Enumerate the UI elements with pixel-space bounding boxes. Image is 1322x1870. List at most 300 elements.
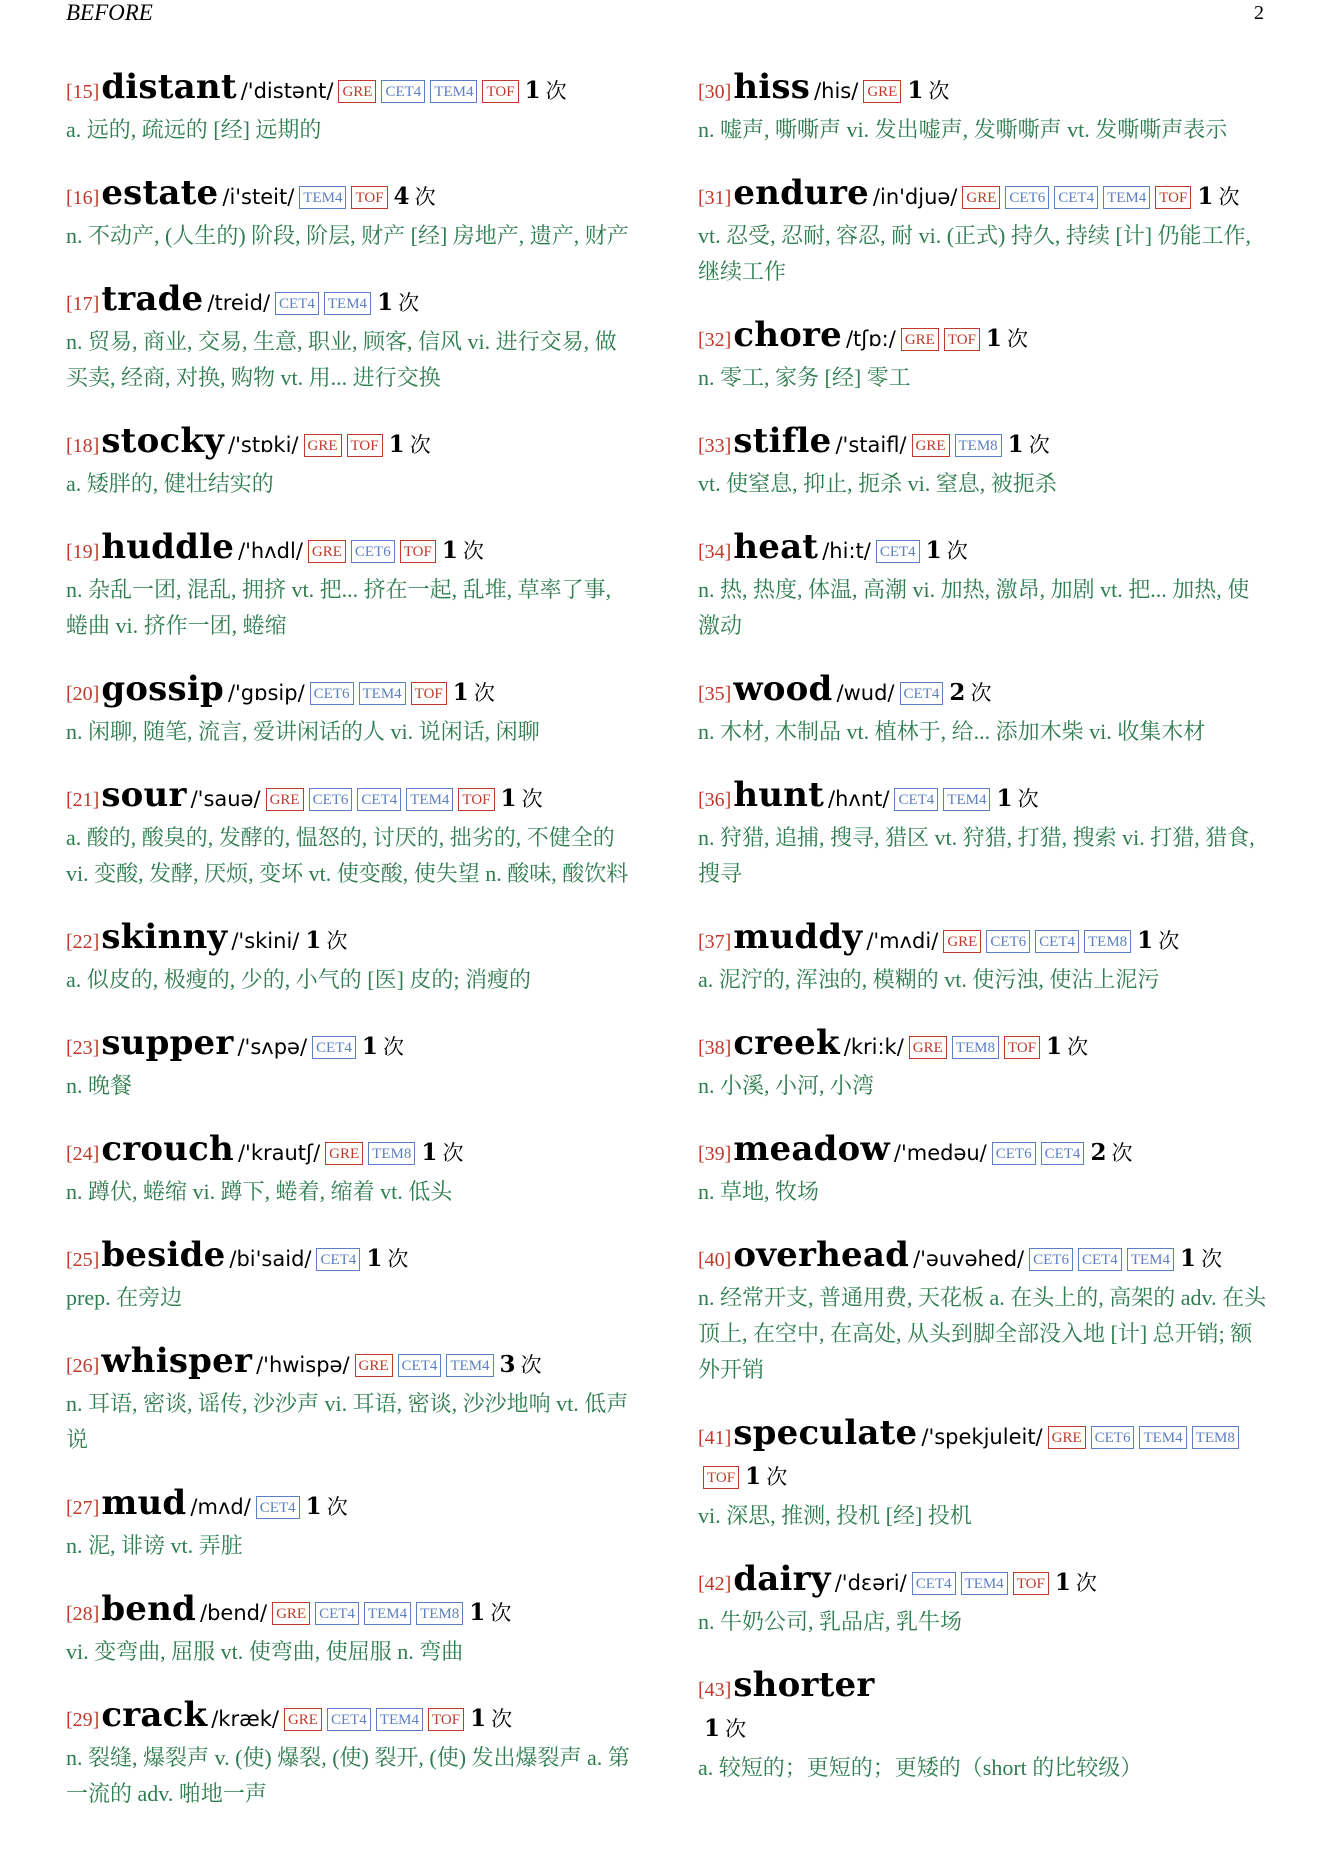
definition-text: prep. 在旁边 xyxy=(66,1285,183,1310)
exam-tag-badge: GRE xyxy=(266,788,304,811)
definition-text: n. 蹲伏, 蜷缩 vi. 蹲下, 蜷着, 缩着 vt. 低头 xyxy=(66,1179,453,1204)
headword: crouch xyxy=(101,1129,234,1169)
occurrence-unit: 次 xyxy=(970,681,992,705)
entry-number: [29] xyxy=(66,1709,100,1731)
headword: creek xyxy=(733,1023,840,1063)
definition-text: n. 闲聊, 随笔, 流言, 爱讲闲话的人 vi. 说闲话, 闲聊 xyxy=(66,719,540,744)
entry-number: [23] xyxy=(66,1037,100,1059)
definition-text: vt. 使窒息, 抑止, 扼杀 vi. 窒息, 被扼杀 xyxy=(698,471,1057,496)
occurrence-count: 1 xyxy=(452,679,469,706)
entry-headline xyxy=(66,670,636,714)
entry-number: [36] xyxy=(698,789,732,811)
exam-tag-badge: TEM4 xyxy=(446,1354,493,1377)
entry-headline xyxy=(66,1590,636,1634)
vocab-entry xyxy=(66,670,636,750)
entry-number: [37] xyxy=(698,931,732,953)
exam-tag-badge: CET4 xyxy=(275,292,319,315)
exam-tag-badge: TEM4 xyxy=(299,186,346,209)
vocab-entry xyxy=(698,1024,1270,1104)
occurrence-count: 1 xyxy=(1197,183,1214,210)
vocab-entry xyxy=(66,918,636,998)
exam-tag-badge: GRE xyxy=(909,1036,947,1059)
occurrence-unit: 次 xyxy=(521,787,543,811)
headword: speculate xyxy=(733,1413,918,1453)
exam-tag-badge: TOF xyxy=(400,540,436,563)
definition-text: a. 似皮的, 极瘦的, 少的, 小气的 [医] 皮的; 消瘦的 xyxy=(66,967,532,992)
definition-text: n. 不动产, (人生的) 阶段, 阶层, 财产 [经] 房地产, 遗产, 财产 xyxy=(66,223,629,248)
exam-tag-badge: TEM8 xyxy=(1084,930,1131,953)
definition-text: n. 小溪, 小河, 小湾 xyxy=(698,1073,875,1098)
entry-headline xyxy=(66,280,636,324)
entry-headline xyxy=(66,68,636,112)
definition-text: n. 经常开支, 普通用费, 天花板 a. 在头上的, 高架的 adv. 在头顶上, 在空中, 在高处, 从头到脚全部没入地 [计] 总开销; 额外开销 xyxy=(698,1285,1267,1382)
vocab-entry xyxy=(698,1560,1270,1640)
exam-tag-badge: TEM8 xyxy=(416,1602,463,1625)
occurrence-unit: 次 xyxy=(490,1601,512,1625)
vocab-entry xyxy=(698,918,1270,998)
headword: overhead xyxy=(733,1235,910,1275)
entry-number: [30] xyxy=(698,81,732,103)
occurrence-unit: 次 xyxy=(928,79,950,103)
vocab-entry xyxy=(66,1236,636,1316)
occurrence-count: 2 xyxy=(1090,1139,1107,1166)
exam-tag-badge: CET4 xyxy=(900,682,944,705)
exam-tag-badge: CET6 xyxy=(992,1142,1036,1165)
entry-headline xyxy=(66,1696,636,1740)
occurrence-unit: 次 xyxy=(1218,185,1240,209)
exam-tag-badge: CET4 xyxy=(912,1572,956,1595)
exam-tag-badge: TEM4 xyxy=(1127,1248,1174,1271)
exam-tag-badge: TEM4 xyxy=(961,1572,1008,1595)
entry-headline xyxy=(698,776,1270,820)
headword: chore xyxy=(733,315,842,355)
exam-tag-badge: TEM4 xyxy=(406,788,453,811)
definition-text: n. 热, 热度, 体温, 高潮 vi. 加热, 激昂, 加剧 vt. 把... 加热, 使激动 xyxy=(698,577,1250,638)
headword: trade xyxy=(101,279,204,319)
headword: muddy xyxy=(733,917,863,957)
pronunciation: /his/ xyxy=(814,79,859,103)
entry-headline xyxy=(698,422,1270,466)
vocab-entry xyxy=(698,1414,1270,1534)
definition-text: a. 远的, 疏远的 [经] 远期的 xyxy=(66,117,322,142)
exam-tag-badge: GRE xyxy=(863,80,901,103)
entry-headline xyxy=(66,1130,636,1174)
occurrence-count: 3 xyxy=(499,1351,516,1378)
occurrence-unit: 次 xyxy=(442,1141,464,1165)
exam-tag-badge: CET4 xyxy=(894,788,938,811)
entry-headline xyxy=(698,1130,1270,1174)
exam-tag-badge: GRE xyxy=(962,186,1000,209)
vocab-entry xyxy=(698,422,1270,502)
exam-tag-badge: GRE xyxy=(308,540,346,563)
vocab-entry xyxy=(66,68,636,148)
page-header-title: BEFORE xyxy=(66,0,153,25)
pronunciation: /'sʌpə/ xyxy=(237,1035,308,1059)
exam-tag-badge: CET4 xyxy=(315,1602,359,1625)
definition-text: n. 裂缝, 爆裂声 v. (使) 爆裂, (使) 裂开, (使) 发出爆裂声 a. 第一流的 adv. 啪地一声 xyxy=(66,1745,630,1806)
occurrence-unit: 次 xyxy=(520,1353,542,1377)
exam-tag-badge: CET4 xyxy=(398,1354,442,1377)
entry-number: [31] xyxy=(698,187,732,209)
exam-tag-badge: CET6 xyxy=(1029,1248,1073,1271)
vocab-entry xyxy=(698,670,1270,750)
occurrence-count: 1 xyxy=(996,785,1013,812)
entry-headline xyxy=(66,1236,636,1280)
headword: wood xyxy=(733,669,833,709)
definition-text: vi. 深思, 推测, 投机 [经] 投机 xyxy=(698,1503,972,1528)
exam-tag-badge: CET4 xyxy=(256,1496,300,1519)
headword: skinny xyxy=(101,917,228,957)
occurrence-count: 1 xyxy=(305,927,322,954)
entry-headline xyxy=(698,1236,1270,1280)
entry-number: [42] xyxy=(698,1573,732,1595)
occurrence-count: 1 xyxy=(1054,1569,1071,1596)
entry-headline xyxy=(66,1484,636,1528)
pronunciation: /'dɛəri/ xyxy=(834,1571,907,1595)
exam-tag-badge: TEM4 xyxy=(1139,1426,1186,1449)
exam-tag-badge: GRE xyxy=(304,434,342,457)
pronunciation: /'skini/ xyxy=(231,929,300,953)
exam-tag-badge: TEM4 xyxy=(943,788,990,811)
exam-tag-badge: TOF xyxy=(944,328,980,351)
pronunciation: /tʃɒ:/ xyxy=(845,327,896,351)
occurrence-count: 1 xyxy=(388,431,405,458)
exam-tag-badge: CET6 xyxy=(351,540,395,563)
occurrence-unit: 次 xyxy=(398,291,420,315)
entry-number: [16] xyxy=(66,187,100,209)
entry-number: [19] xyxy=(66,541,100,563)
occurrence-unit: 次 xyxy=(382,1035,404,1059)
headword: bend xyxy=(101,1589,197,1629)
occurrence-count: 1 xyxy=(421,1139,438,1166)
exam-tag-badge: CET6 xyxy=(986,930,1030,953)
headword: distant xyxy=(101,67,237,107)
entry-headline xyxy=(66,918,636,962)
entry-number: [26] xyxy=(66,1355,100,1377)
occurrence-count: 4 xyxy=(393,183,410,210)
vocab-entry xyxy=(698,316,1270,396)
definition-text: n. 嘘声, 嘶嘶声 vi. 发出嘘声, 发嘶嘶声 vt. 发嘶嘶声表示 xyxy=(698,117,1228,142)
vocab-entry xyxy=(698,174,1270,290)
exam-tag-badge: CET4 xyxy=(357,788,401,811)
entry-number: [32] xyxy=(698,329,732,351)
occurrence-unit: 次 xyxy=(414,185,436,209)
occurrence-unit: 次 xyxy=(1028,433,1050,457)
exam-tag-badge: TEM8 xyxy=(955,434,1002,457)
entry-number: [33] xyxy=(698,435,732,457)
entry-number: [40] xyxy=(698,1249,732,1271)
headword: sour xyxy=(101,775,187,815)
occurrence-count: 1 xyxy=(469,1599,486,1626)
entry-number: [39] xyxy=(698,1143,732,1165)
entry-headline xyxy=(66,422,636,466)
headword: gossip xyxy=(101,669,224,709)
occurrence-count: 1 xyxy=(1179,1245,1196,1272)
entry-headline xyxy=(698,528,1270,572)
pronunciation: /'krautʃ/ xyxy=(237,1141,321,1165)
occurrence-count: 1 xyxy=(305,1493,322,1520)
exam-tag-badge: CET4 xyxy=(316,1248,360,1271)
exam-tag-badge: GRE xyxy=(1048,1426,1086,1449)
definition-text: n. 杂乱一团, 混乱, 拥挤 vt. 把... 挤在一起, 乱堆, 草率了事, 蜷曲 vi. 挤作一团, 蜷缩 xyxy=(66,577,612,638)
exam-tag-badge: TOF xyxy=(458,788,494,811)
definition-text: a. 酸的, 酸臭的, 发酵的, 愠怒的, 讨厌的, 拙劣的, 不健全的 vi. 变酸, 发酵, 厌烦, 变坏 vt. 使变酸, 使失望 n. 酸味, 酸饮料 xyxy=(66,825,629,886)
exam-tag-badge: CET6 xyxy=(310,682,354,705)
occurrence-count: 1 xyxy=(925,537,942,564)
definition-text: a. 矮胖的, 健壮结实的 xyxy=(66,471,274,496)
exam-tag-badge: CET6 xyxy=(1005,186,1049,209)
occurrence-count: 2 xyxy=(949,679,966,706)
occurrence-count: 1 xyxy=(1007,431,1024,458)
definition-text: vi. 变弯曲, 屈服 vt. 使弯曲, 使屈服 n. 弯曲 xyxy=(66,1639,464,1664)
right-column xyxy=(698,68,1270,1812)
entry-headline xyxy=(698,316,1270,360)
definition-text: n. 零工, 家务 [经] 零工 xyxy=(698,365,911,390)
left-column xyxy=(66,68,636,1838)
entry-number: [27] xyxy=(66,1497,100,1519)
headword: huddle xyxy=(101,527,235,567)
pronunciation: /kræk/ xyxy=(211,1707,279,1731)
pronunciation: /i'steit/ xyxy=(222,185,295,209)
vocab-entry xyxy=(698,1666,1270,1786)
exam-tag-badge: TOF xyxy=(703,1466,739,1489)
definition-text: n. 贸易, 商业, 交易, 生意, 职业, 顾客, 信风 vi. 进行交易, 做买卖, 经商, 对换, 购物 vt. 用... 进行交换 xyxy=(66,329,617,390)
exam-tag-badge: GRE xyxy=(901,328,939,351)
occurrence-count: 1 xyxy=(524,77,541,104)
occurrence-count: 1 xyxy=(1046,1033,1063,1060)
occurrence-count: 1 xyxy=(441,537,458,564)
exam-tag-badge: TOF xyxy=(482,80,518,103)
vocab-entry xyxy=(66,776,636,892)
exam-tag-badge: TEM4 xyxy=(376,1708,423,1731)
vocab-entry xyxy=(66,528,636,644)
exam-tag-badge: TEM8 xyxy=(368,1142,415,1165)
occurrence-count: 1 xyxy=(470,1705,487,1732)
occurrence-count: 1 xyxy=(907,77,924,104)
entry-headline xyxy=(698,1560,1270,1604)
vocab-entry xyxy=(66,174,636,254)
occurrence-unit: 次 xyxy=(1075,1571,1097,1595)
exam-tag-badge: TEM4 xyxy=(359,682,406,705)
exam-tag-badge: TOF xyxy=(351,186,387,209)
occurrence-unit: 次 xyxy=(1007,327,1029,351)
occurrence-unit: 次 xyxy=(462,539,484,563)
exam-tag-badge: CET4 xyxy=(327,1708,371,1731)
occurrence-unit: 次 xyxy=(326,1495,348,1519)
occurrence-count: 1 xyxy=(1137,927,1154,954)
occurrence-unit: 次 xyxy=(1158,929,1180,953)
entry-number: [17] xyxy=(66,293,100,315)
occurrence-unit: 次 xyxy=(1017,787,1039,811)
vocab-entry xyxy=(66,1590,636,1670)
occurrence-unit: 次 xyxy=(473,681,495,705)
entry-headline xyxy=(66,174,636,218)
entry-headline xyxy=(66,776,636,820)
occurrence-count: 1 xyxy=(704,1715,721,1742)
entry-number: [15] xyxy=(66,81,100,103)
vocab-entry xyxy=(66,1696,636,1812)
headword: shorter xyxy=(733,1665,875,1705)
definition-text: vt. 忍受, 忍耐, 容忍, 耐 vi. (正式) 持久, 持续 [计] 仍能工作, 继续工作 xyxy=(698,223,1252,284)
headword: heat xyxy=(733,527,819,567)
pronunciation: /'staifl/ xyxy=(835,433,907,457)
entry-number: [34] xyxy=(698,541,732,563)
occurrence-count: 1 xyxy=(377,289,394,316)
pronunciation: /kri:k/ xyxy=(843,1035,904,1059)
exam-tag-badge: TEM4 xyxy=(1103,186,1150,209)
exam-tag-badge: GRE xyxy=(338,80,376,103)
pronunciation: /'hʌdl/ xyxy=(238,539,303,563)
pronunciation: /'sauə/ xyxy=(190,787,261,811)
occurrence-unit: 次 xyxy=(1201,1247,1223,1271)
definition-text: n. 泥, 诽谤 vt. 弄脏 xyxy=(66,1533,243,1558)
exam-tag-badge: CET6 xyxy=(309,788,353,811)
exam-tag-badge: GRE xyxy=(912,434,950,457)
exam-tag-badge: GRE xyxy=(325,1142,363,1165)
entry-number: [24] xyxy=(66,1143,100,1165)
entry-headline xyxy=(698,1666,1270,1750)
headword: crack xyxy=(101,1695,208,1735)
exam-tag-badge: CET4 xyxy=(1054,186,1098,209)
exam-tag-badge: CET4 xyxy=(1078,1248,1122,1271)
exam-tag-badge: GRE xyxy=(272,1602,310,1625)
headword: beside xyxy=(101,1235,226,1275)
exam-tag-badge: GRE xyxy=(943,930,981,953)
vocab-entry xyxy=(66,1342,636,1458)
entry-headline xyxy=(698,1414,1270,1498)
pronunciation: /'hwispə/ xyxy=(256,1353,350,1377)
exam-tag-badge: GRE xyxy=(284,1708,322,1731)
headword: stifle xyxy=(733,421,832,461)
pronunciation: /hʌnt/ xyxy=(828,787,890,811)
occurrence-count: 1 xyxy=(500,785,517,812)
entry-number: [20] xyxy=(66,683,100,705)
vocab-entry xyxy=(66,1484,636,1564)
occurrence-count: 1 xyxy=(985,325,1002,352)
occurrence-unit: 次 xyxy=(1111,1141,1133,1165)
headword: whisper xyxy=(101,1341,253,1381)
entry-headline xyxy=(66,1024,636,1068)
headword: stocky xyxy=(101,421,225,461)
occurrence-unit: 次 xyxy=(946,539,968,563)
pronunciation: /'spekjuleit/ xyxy=(921,1425,1043,1449)
vocab-entry xyxy=(698,68,1270,148)
headword: dairy xyxy=(733,1559,831,1599)
pronunciation: /bi'said/ xyxy=(229,1247,312,1271)
entry-number: [18] xyxy=(66,435,100,457)
definition-text: n. 狩猎, 追捕, 搜寻, 猎区 vt. 狩猎, 打猎, 搜索 vi. 打猎, 猎食, 搜寻 xyxy=(698,825,1255,886)
definition-text: a. 较短的；更短的；更矮的（short 的比较级） xyxy=(698,1755,1143,1780)
exam-tag-badge: CET4 xyxy=(312,1036,356,1059)
occurrence-unit: 次 xyxy=(491,1707,513,1731)
entry-number: [25] xyxy=(66,1249,100,1271)
pronunciation: /'medəu/ xyxy=(893,1141,987,1165)
entry-number: [21] xyxy=(66,789,100,811)
entry-number: [43] xyxy=(698,1679,732,1701)
exam-tag-badge: TEM4 xyxy=(324,292,371,315)
pronunciation: /mʌd/ xyxy=(190,1495,251,1519)
pronunciation: /'əuvəhed/ xyxy=(913,1247,1025,1271)
pronunciation: /treid/ xyxy=(207,291,271,315)
pronunciation: /'mʌdi/ xyxy=(866,929,939,953)
exam-tag-badge: TOF xyxy=(428,1708,464,1731)
headword: estate xyxy=(101,173,219,213)
occurrence-count: 1 xyxy=(361,1033,378,1060)
exam-tag-badge: TEM4 xyxy=(364,1602,411,1625)
entry-headline xyxy=(698,1024,1270,1068)
headword: meadow xyxy=(733,1129,890,1169)
occurrence-unit: 次 xyxy=(409,433,431,457)
entry-headline xyxy=(698,174,1270,218)
pronunciation: /'stɒki/ xyxy=(228,433,299,457)
definition-text: n. 耳语, 密谈, 谣传, 沙沙声 vi. 耳语, 密谈, 沙沙地响 vt. 低声说 xyxy=(66,1391,629,1452)
entry-number: [28] xyxy=(66,1603,100,1625)
pronunciation: /wud/ xyxy=(836,681,895,705)
exam-tag-badge: TEM8 xyxy=(1192,1426,1239,1449)
pronunciation: /in'djuə/ xyxy=(872,185,958,209)
exam-tag-badge: CET6 xyxy=(1091,1426,1135,1449)
occurrence-unit: 次 xyxy=(725,1717,747,1741)
entry-number: [38] xyxy=(698,1037,732,1059)
headword: endure xyxy=(733,173,869,213)
headword: hunt xyxy=(733,775,824,815)
exam-tag-badge: CET4 xyxy=(1035,930,1079,953)
exam-tag-badge: CET4 xyxy=(381,80,425,103)
exam-tag-badge: GRE xyxy=(355,1354,393,1377)
exam-tag-badge: TEM4 xyxy=(430,80,477,103)
headword: hiss xyxy=(733,67,811,107)
definition-text: n. 牛奶公司, 乳品店, 乳牛场 xyxy=(698,1609,963,1634)
page-number: 2 xyxy=(1254,2,1264,24)
pronunciation: /bend/ xyxy=(200,1601,268,1625)
vocab-entry xyxy=(698,1130,1270,1210)
entry-headline xyxy=(66,1342,636,1386)
pronunciation: /hi:t/ xyxy=(822,539,871,563)
vocab-entry xyxy=(698,1236,1270,1388)
vocab-entry xyxy=(66,280,636,396)
entry-number: [35] xyxy=(698,683,732,705)
exam-tag-badge: TOF xyxy=(1004,1036,1040,1059)
occurrence-count: 1 xyxy=(366,1245,383,1272)
occurrence-unit: 次 xyxy=(326,929,348,953)
occurrence-unit: 次 xyxy=(545,79,567,103)
occurrence-unit: 次 xyxy=(1067,1035,1089,1059)
headword: mud xyxy=(101,1483,187,1523)
entry-number: [22] xyxy=(66,931,100,953)
headword: supper xyxy=(101,1023,234,1063)
entry-headline xyxy=(698,918,1270,962)
entry-headline xyxy=(66,528,636,572)
definition-text: n. 木材, 木制品 vt. 植林于, 给... 添加木柴 vi. 收集木材 xyxy=(698,719,1206,744)
vocab-entry xyxy=(66,1024,636,1104)
exam-tag-badge: CET4 xyxy=(1041,1142,1085,1165)
exam-tag-badge: TOF xyxy=(1155,186,1191,209)
entry-headline xyxy=(698,68,1270,112)
vocab-entry xyxy=(698,528,1270,644)
pronunciation: /'gɒsip/ xyxy=(227,681,305,705)
pronunciation: /'distənt/ xyxy=(240,79,334,103)
entry-headline xyxy=(698,670,1270,714)
occurrence-unit: 次 xyxy=(387,1247,409,1271)
definition-text: n. 草地, 牧场 xyxy=(698,1179,820,1204)
entry-number: [41] xyxy=(698,1427,732,1449)
occurrence-count: 1 xyxy=(745,1463,762,1490)
exam-tag-badge: TEM8 xyxy=(952,1036,999,1059)
definition-text: a. 泥泞的, 浑浊的, 模糊的 vt. 使污浊, 使沾上泥污 xyxy=(698,967,1160,992)
vocab-entry xyxy=(66,1130,636,1210)
vocab-entry xyxy=(66,422,636,502)
vocab-entry xyxy=(698,776,1270,892)
